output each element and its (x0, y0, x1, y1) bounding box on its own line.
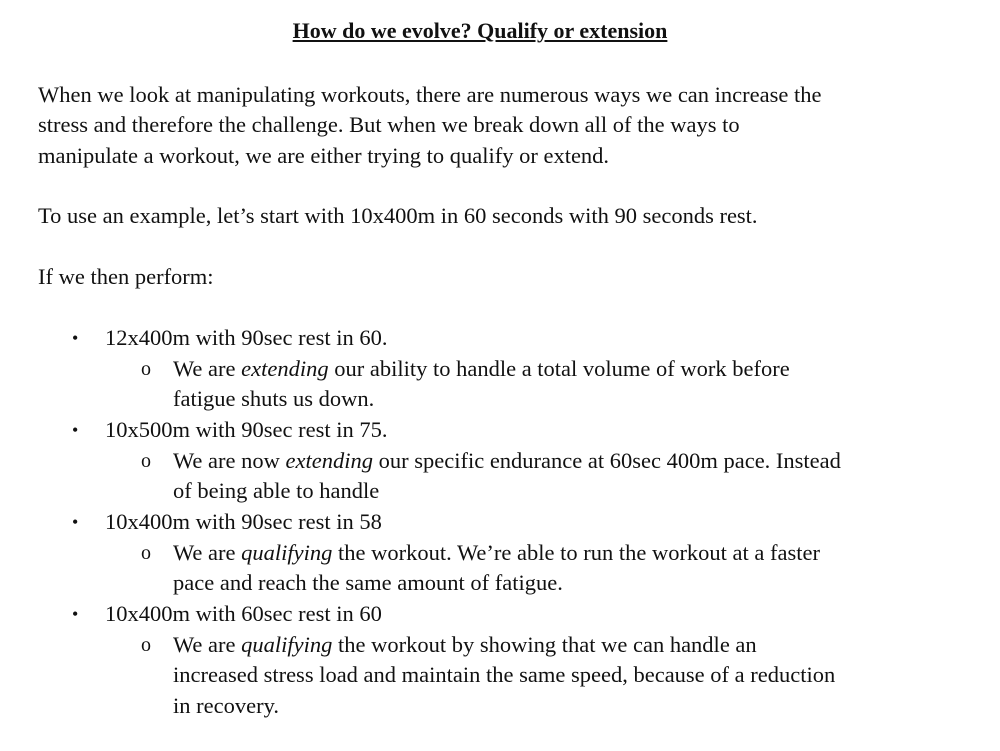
sub-bullet-icon: o (141, 541, 151, 564)
list-item: 12x400m with 90sec rest in 60. (105, 325, 388, 350)
text-run: fatigue shuts us down. (173, 386, 375, 412)
text-run: our specific endurance at 60sec 400m pace. Instead (372, 447, 841, 473)
text-run: of being able to handle (173, 478, 380, 504)
sub-item-line (173, 630, 757, 660)
list-item: 10x400m with 90sec rest in 58 (105, 509, 382, 534)
sub-item-line (173, 660, 835, 690)
paragraph-line: To use an example, let’s start with 10x400m in 60 seconds with 90 seconds rest. (38, 203, 758, 228)
sub-bullet-icon: o (141, 449, 151, 472)
paragraph-line: manipulate a workout, we are either trying to qualify or extend. (38, 143, 610, 168)
text-run: the workout. We’re able to run the workout at a faster (332, 539, 820, 565)
sub-item-line (173, 568, 563, 598)
emphasis-text: extending (285, 447, 373, 473)
text-run: We are (173, 355, 242, 381)
sub-item-line (173, 538, 820, 568)
bullet-icon: • (72, 420, 79, 440)
text-run: in recovery. (173, 692, 279, 718)
bullet-icon: • (72, 604, 79, 624)
paragraph-line: If we then perform: (38, 264, 214, 289)
text-run: We are now (173, 447, 286, 473)
list-item: 10x500m with 90sec rest in 75. (105, 417, 388, 442)
text-run: our ability to handle a total volume of work before (328, 355, 790, 381)
bullet-icon: • (72, 328, 79, 348)
text-run: We are (173, 539, 242, 565)
sub-item-line (173, 446, 841, 476)
paragraph-line: stress and therefore the challenge. But when we break down all of the ways to (38, 112, 740, 137)
bullet-icon: • (72, 512, 79, 532)
text-run: the workout by showing that we can handle an (332, 631, 757, 657)
emphasis-text: extending (241, 355, 329, 381)
paragraph-line: When we look at manipulating workouts, there are numerous ways we can increase the (38, 82, 822, 107)
emphasis-text: qualifying (241, 631, 333, 657)
sub-item-line (173, 384, 374, 414)
sub-item-line (173, 354, 790, 384)
document-title: How do we evolve? Qualify or extension (292, 18, 668, 43)
sub-bullet-icon: o (141, 633, 151, 656)
sub-bullet-icon: o (141, 357, 151, 380)
sub-item-line (173, 476, 379, 506)
text-run: pace and reach the same amount of fatigue. (173, 570, 563, 596)
emphasis-text: qualifying (241, 539, 333, 565)
text-run: We are (173, 631, 242, 657)
sub-item-line (173, 691, 279, 721)
text-run: increased stress load and maintain the same speed, because of a reduction (173, 662, 836, 688)
list-item: 10x400m with 60sec rest in 60 (105, 601, 382, 626)
